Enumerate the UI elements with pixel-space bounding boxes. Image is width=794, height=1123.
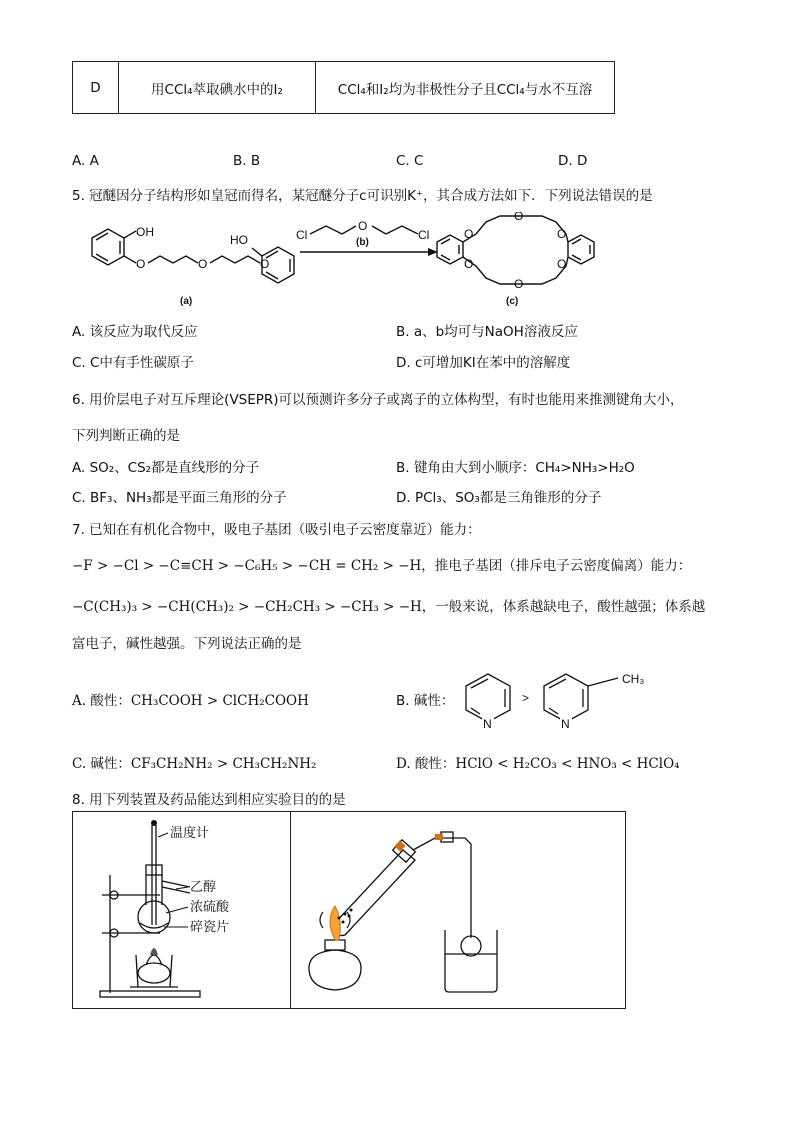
q4-choice-d[interactable]: D. D [558, 153, 588, 169]
q6-option-b[interactable]: B. 键角由大到小顺序：CH₄>NH₃>H₂O [396, 460, 635, 476]
frame-divider [290, 812, 291, 1008]
option-table [72, 61, 615, 114]
methyl-label: CH₃ [622, 672, 645, 686]
o-label: O [557, 227, 567, 241]
ethanol-label: 乙醇 [190, 879, 217, 894]
thermometer-label: 温度计 [170, 825, 210, 840]
oh-label: OH [136, 225, 154, 239]
compound-b-label: (b) [356, 237, 369, 248]
q5-option-c[interactable]: C. C中有手性碳原子 [72, 355, 194, 371]
q8-stem: 8. 用下列装置及药品能达到相应实验目的的是 [72, 792, 346, 808]
apparatus-ethanol-dehydration [80, 815, 280, 1005]
o-label: O [260, 257, 270, 271]
q4-choice-b[interactable]: B. B [233, 153, 261, 169]
table-row [73, 62, 615, 114]
q6-stem-line1: 6. 用价层电子对互斥理论(VSEPR)可以预测许多分子或离子的立体构型，有时也能用来推测键角大小， [72, 392, 684, 408]
q5-stem: 5. 冠醚因分子结构形如皇冠而得名，某冠醚分子c可识别K⁺，其合成方法如下．下列说法错误的是 [72, 188, 653, 204]
sulfuric-acid-label: 浓硫酸 [190, 899, 230, 914]
o-label: O [136, 257, 146, 271]
q6-stem-line2: 下列判断正确的是 [72, 428, 180, 444]
o-label: O [464, 227, 474, 241]
q7-option-b-prefix[interactable]: B. 碱性： [396, 693, 455, 709]
q7-stem-line1: 7. 已知在有机化合物中，吸电子基团（吸引电子云密度靠近）能力： [72, 522, 481, 538]
methylpyridine-n-label: N [561, 717, 570, 731]
ho-label: HO [230, 233, 248, 247]
o-label: O [557, 257, 567, 271]
q7-stem-line2: −F > −Cl > −C≡CH > −C₆H₅ > −CH = CH₂ > −H，推电子基团（排斥电子云密度偏离）能力： [72, 558, 692, 574]
q5-option-b[interactable]: B. a、b均可与NaOH溶液反应 [396, 324, 578, 340]
q6-option-c[interactable]: C. BF₃、NH₃都是平面三角形的分子 [72, 490, 287, 506]
compound-c-label: (c) [506, 296, 519, 307]
table-cell-reason: CCl₄和I₂均为非极性分子且CCl₄与水不互溶 [316, 62, 615, 114]
q7-option-b-structures [458, 670, 658, 732]
apparatus-heating-test-tube [295, 820, 615, 1005]
q5-option-a[interactable]: A. 该反应为取代反应 [72, 324, 198, 340]
q7-option-c[interactable]: C. 碱性：CF₃CH₂NH₂ > CH₃CH₂NH₂ [72, 756, 317, 772]
cl-label: Cl [296, 228, 308, 242]
porcelain-chips-label: 碎瓷片 [190, 919, 230, 934]
q6-option-a[interactable]: A. SO₂、CS₂都是直线形的分子 [72, 460, 260, 476]
table-cell-experiment: 用CCl₄萃取碘水中的I₂ [119, 62, 316, 114]
o-label: O [514, 277, 524, 291]
o-label: O [198, 257, 208, 271]
q7-stem-line4: 富电子，碱性越强。下列说法正确的是 [72, 636, 302, 652]
table-cell-letter: D [73, 62, 119, 114]
q7-option-a[interactable]: A. 酸性：CH₃COOH > ClCH₂COOH [72, 693, 309, 709]
compound-a-label: (a) [180, 296, 193, 307]
q4-choice-a[interactable]: A. A [72, 153, 99, 169]
o-label: O [514, 212, 524, 223]
greater-than-sign: > [522, 691, 530, 705]
q7-stem-line3: −C(CH₃)₃ > −CH(CH₃)₂ > −CH₂CH₃ > −CH₃ > −H，一般来说，体系越缺电子，酸性越强；体系越 [72, 599, 706, 615]
q4-choice-c[interactable]: C. C [396, 153, 424, 169]
q6-option-d[interactable]: D. PCl₃、SO₃都是三角锥形的分子 [396, 490, 602, 506]
q5-reaction-scheme [80, 212, 620, 312]
o-label: O [358, 219, 368, 233]
pyridine-n-label: N [483, 717, 492, 731]
o-label: O [464, 257, 474, 271]
q7-option-d[interactable]: D. 酸性：HClO < H₂CO₃ < HNO₃ < HClO₄ [396, 756, 680, 772]
cl-label: Cl [418, 228, 430, 242]
q5-option-d[interactable]: D. c可增加KI在苯中的溶解度 [396, 355, 571, 371]
